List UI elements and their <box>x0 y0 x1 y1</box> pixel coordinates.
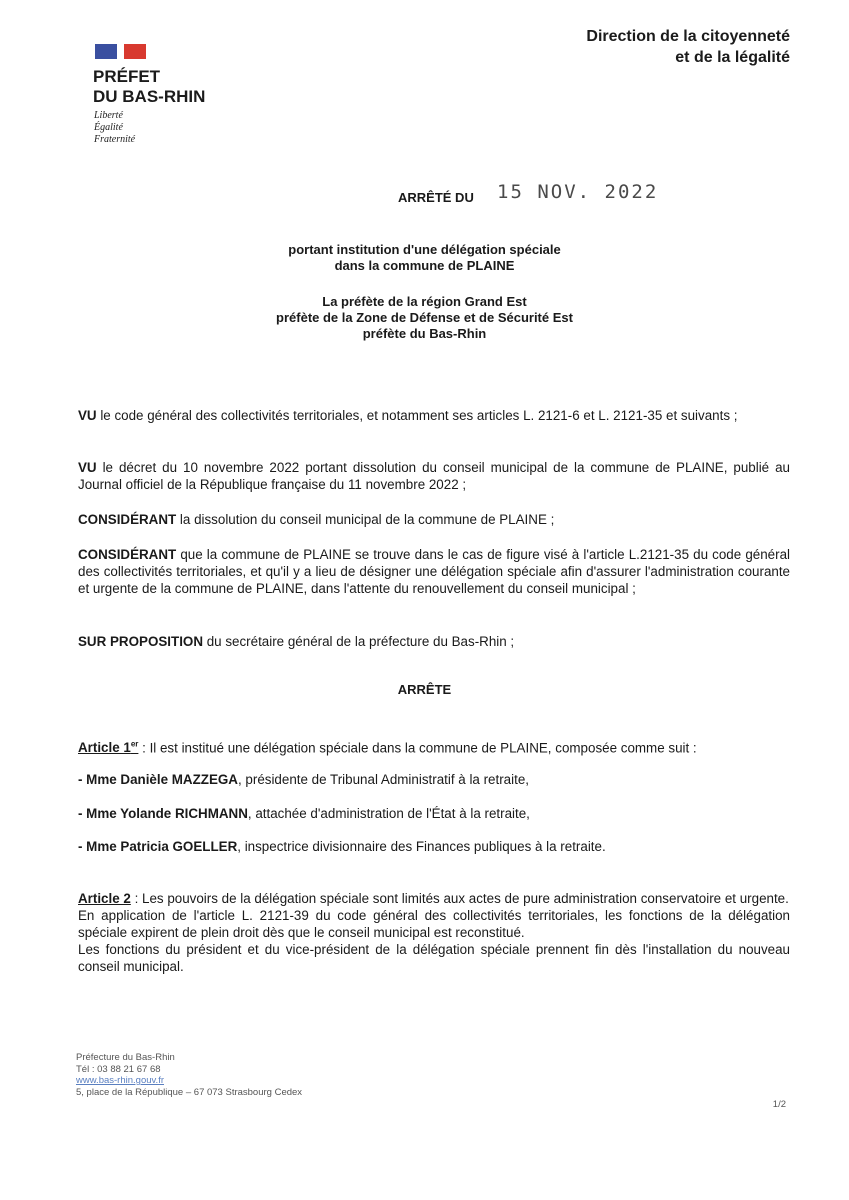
article-1-text: : Il est institué une délégation spéciale dans la commune de PLAINE, composée comme suit : <box>138 740 697 756</box>
direction-line2: et de la légalité <box>675 49 790 66</box>
member-name: MAZZEGA <box>171 772 238 787</box>
prefet-line1: PRÉFET <box>93 67 161 86</box>
motto-fraternite: Fraternité <box>94 134 136 145</box>
date-stamp: 15 NOV. 2022 <box>497 181 659 203</box>
considerant-lead: CONSIDÉRANT <box>78 512 177 527</box>
considerant-paragraph <box>78 511 790 528</box>
visa-lead: VU <box>78 460 97 475</box>
visa-paragraph <box>78 407 790 424</box>
visa-lead: VU <box>78 408 97 423</box>
visa-text: le code général des collectivités territoriales, et notamment ses articles L. 2121-6 et L. 2121-35 et suivants ; <box>96 408 738 423</box>
footer-name: Préfecture du Bas-Rhin <box>76 1052 175 1063</box>
prefecture-footer <box>76 1052 302 1098</box>
motto-liberte: Liberté <box>94 110 123 121</box>
member-role: , présidente de Tribunal Administratif à la retraite, <box>237 772 529 787</box>
marianne-flag-logo <box>95 44 146 59</box>
decree-author <box>0 294 849 342</box>
article-2-label: Article 2 <box>78 891 131 906</box>
page-number: 1/2 <box>772 1099 786 1110</box>
proposition-text: du secrétaire général de la préfecture du Bas-Rhin ; <box>203 634 515 649</box>
author-line1: La préfète de la région Grand Est <box>322 294 527 309</box>
article-2 <box>78 890 790 975</box>
arrete-heading: ARRÊTE <box>397 682 452 697</box>
article-2-text3: Les fonctions du président et du vice-président de la délégation spéciale prennent fin dès l'installation du nouveau conseil municipal. <box>78 942 790 974</box>
considerant-paragraph <box>78 546 790 597</box>
footer-address: 5, place de la République – 67 073 Strasbourg Cedex <box>76 1086 303 1098</box>
considerant-lead: CONSIDÉRANT <box>78 547 177 562</box>
member-role: , inspectrice divisionnaire des Finances publiques à la retraite. <box>237 839 606 854</box>
article-1-label: Article 1er <box>78 740 139 756</box>
republic-motto <box>94 110 135 146</box>
member-item: - Mme Patricia GOELLER, inspectrice divisionnaire des Finances publiques à la retraite. <box>78 839 606 854</box>
proposition-lead: SUR PROPOSITION <box>78 634 203 649</box>
prefet-line2: DU BAS-RHIN <box>93 87 206 106</box>
visa-paragraph <box>78 459 790 493</box>
object-line2: dans la commune de PLAINE <box>334 258 515 273</box>
visa-text: le décret du 10 novembre 2022 portant dissolution du conseil municipal de la commune de PLAINE, publié au Journal officiel de la République française du 11 novembre 2022 ; <box>78 460 790 492</box>
member-role: , attachée d'administration de l'État à la retraite, <box>247 806 530 821</box>
direction-line1: Direction de la citoyenneté <box>586 28 790 45</box>
article-2-text1: : Les pouvoirs de la délégation spéciale sont limités aux actes de pure administration conservatoire et urgente. <box>130 891 789 906</box>
author-line3: préfète du Bas-Rhin <box>362 326 487 341</box>
member-item: - Mme Danièle MAZZEGA, présidente de Tribunal Administratif à la retraite, <box>78 772 529 787</box>
article-1 <box>78 736 790 756</box>
proposition-paragraph <box>78 633 790 650</box>
arrete-du-label: ARRÊTÉ DU <box>398 190 474 205</box>
issuing-direction <box>586 26 790 68</box>
prefet-logo-text <box>93 67 205 107</box>
member-item: - Mme Yolande RICHMANN, attachée d'administration de l'État à la retraite, <box>78 806 530 821</box>
decree-object <box>0 242 849 274</box>
footer-phone: Tél : 03 88 21 67 68 <box>76 1063 161 1075</box>
considerant-text: la dissolution du conseil municipal de la commune de PLAINE ; <box>176 512 555 527</box>
member-name: RICHMANN <box>174 806 248 821</box>
considerant-text: que la commune de PLAINE se trouve dans le cas de figure visé à l'article L.2121-35 du code général des collectivités territoriales, et qu'il y a lieu de désigner une délégation spéciale afin d'assurer l'administration courante et urgente de la commune de PLAINE, dans l'attente du renouvellement du conseil municipal ; <box>78 547 790 596</box>
motto-egalite: Égalité <box>94 122 123 133</box>
member-name: GOELLER <box>172 839 238 854</box>
author-line2: préfète de la Zone de Défense et de Sécurité Est <box>276 310 573 325</box>
object-line1: portant institution d'une délégation spéciale <box>288 242 561 257</box>
article-2-text2: En application de l'article L. 2121-39 du code général des collectivités territoriales, les fonctions de la délégation spéciale expirent de plein droit dès que le conseil municipal est reconstitué. <box>78 908 790 940</box>
footer-website-link[interactable]: www.bas-rhin.gouv.fr <box>76 1075 164 1086</box>
